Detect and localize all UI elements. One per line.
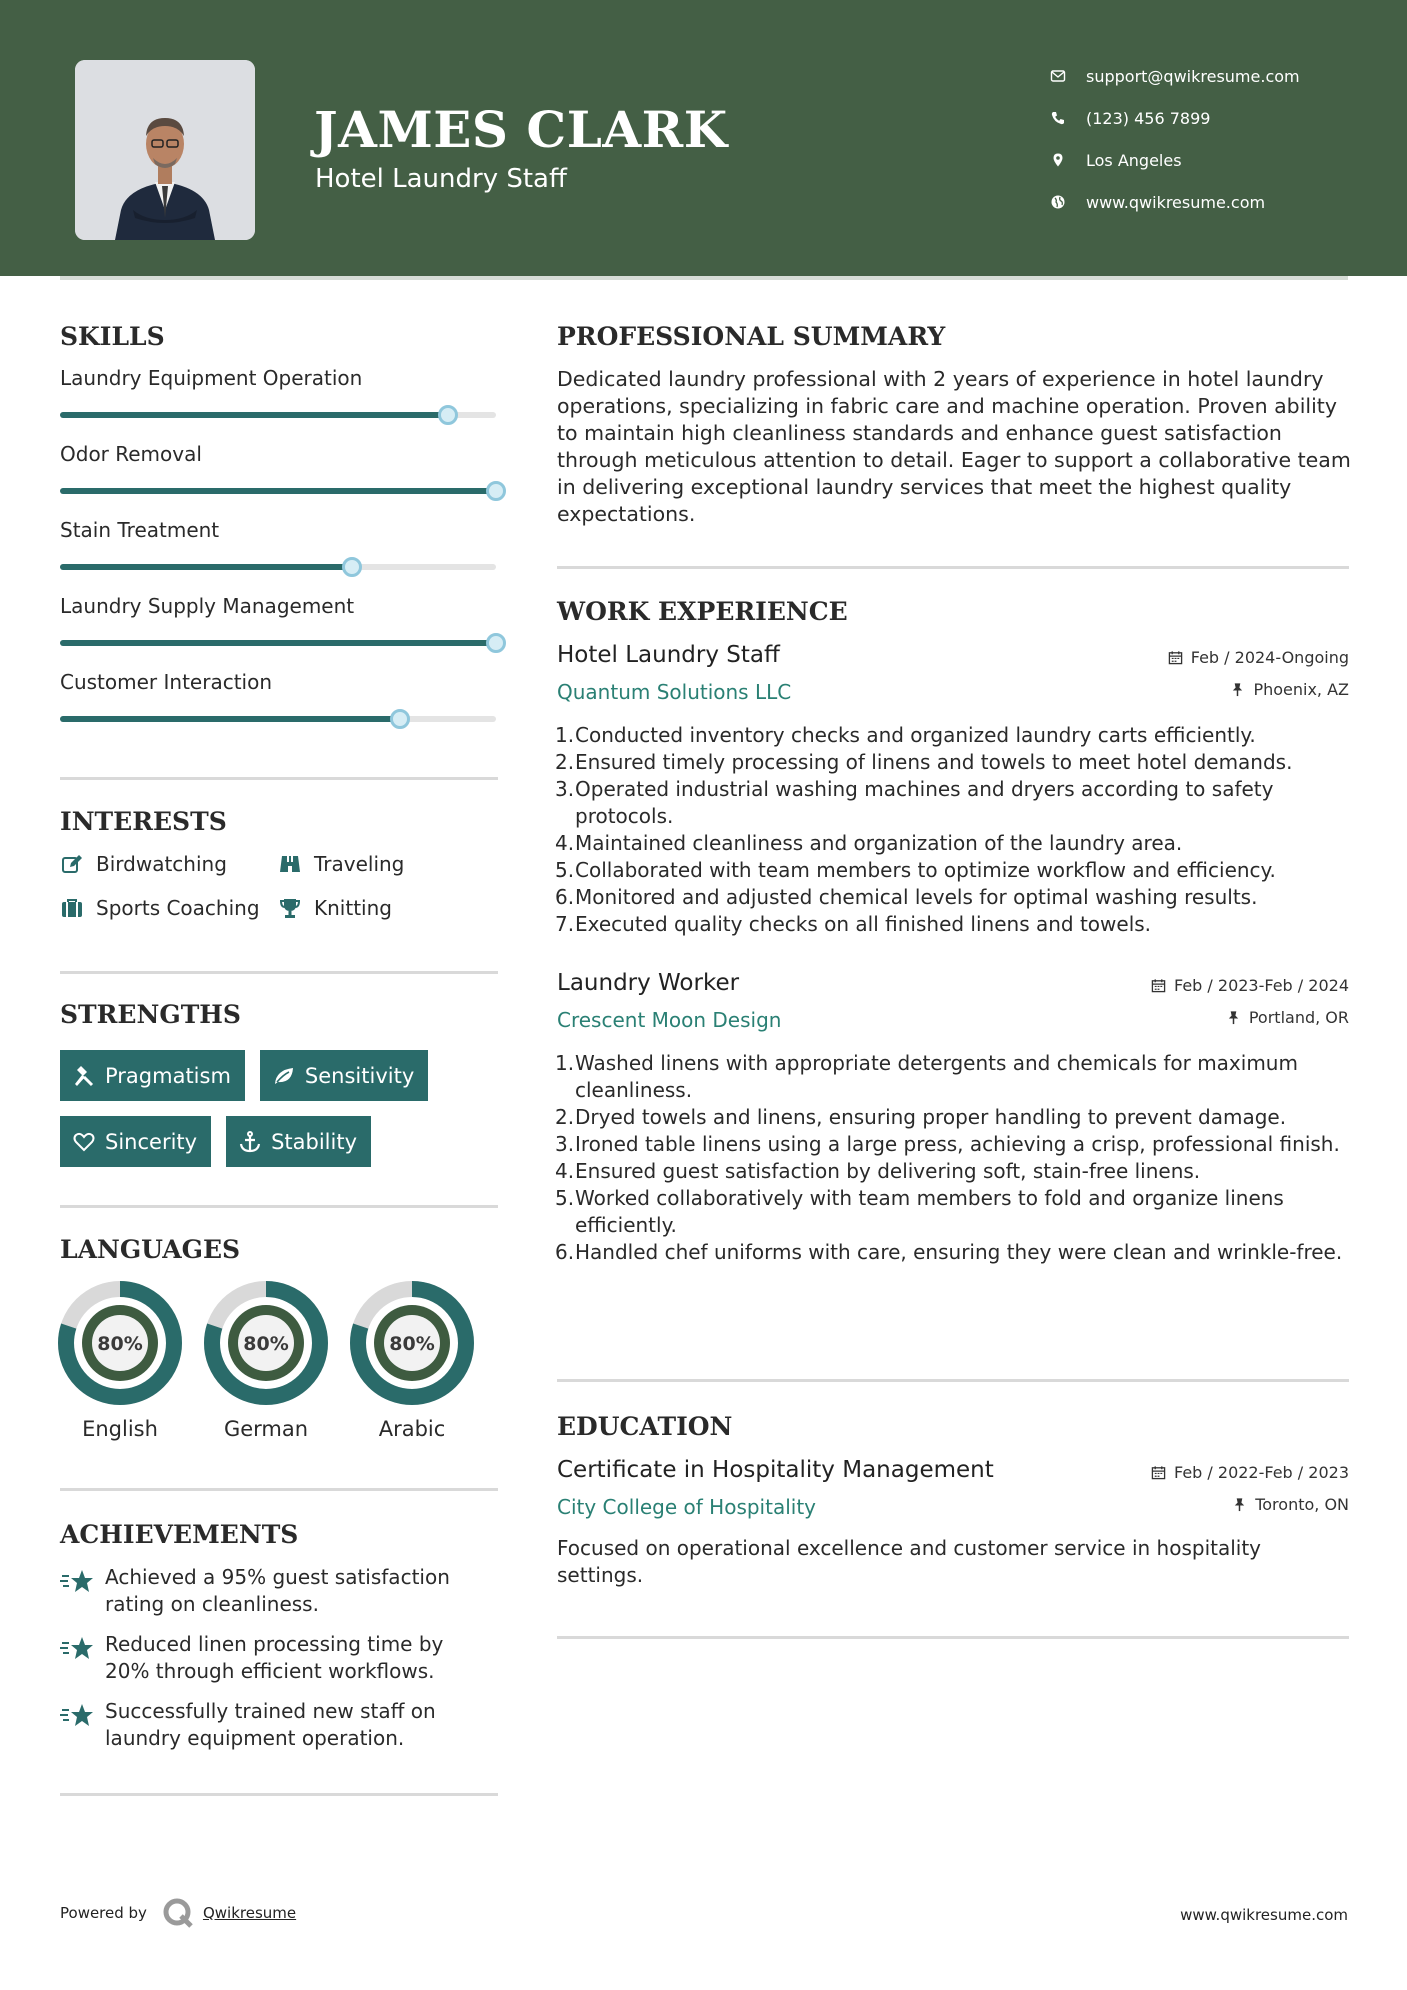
interest-item: [60, 896, 278, 920]
skill-bar-fill: [60, 564, 352, 570]
job-company: Crescent Moon Design: [557, 1008, 782, 1032]
job-duty: 2. Ensured timely processing of linens and towels to meet hotel demands.: [555, 750, 1293, 774]
footer-url[interactable]: www.qwikresume.com: [1180, 1906, 1348, 1924]
strength-label: Stability: [271, 1129, 358, 1154]
skill-item: [60, 594, 498, 670]
language-item: [204, 1281, 350, 1441]
calendar-icon: [1151, 1465, 1166, 1480]
skills-list: [60, 366, 498, 746]
leaf-icon: [272, 1064, 305, 1088]
strength-badge: [60, 1050, 245, 1101]
pushpin-icon: [1232, 1497, 1247, 1512]
resume-header: [0, 0, 1407, 276]
contact-website[interactable]: [1050, 181, 1360, 223]
skill-bar-knob: [486, 633, 506, 653]
interests-list: [60, 852, 500, 920]
interest-label: Traveling: [314, 852, 405, 876]
star-icon: [60, 1564, 105, 1618]
phone-icon: [1050, 110, 1086, 126]
job-date: [1168, 648, 1349, 667]
skill-bar: [60, 412, 496, 418]
language-donut: [204, 1281, 328, 1405]
language-item: [58, 1281, 204, 1441]
skill-bar: [60, 564, 496, 570]
contact-location: [1050, 139, 1360, 181]
interest-label: Birdwatching: [96, 852, 227, 876]
skill-bar-knob: [486, 481, 506, 501]
skill-bar-knob: [438, 405, 458, 425]
language-donut: [58, 1281, 182, 1405]
section-divider: [557, 1636, 1349, 1639]
job-duties-list: [557, 722, 1349, 938]
interest-item: [60, 852, 278, 876]
trophy-icon: [278, 896, 314, 920]
job-location: [1226, 1008, 1349, 1027]
skills-heading: SKILLS: [60, 322, 165, 351]
achievement-item: [60, 1631, 480, 1685]
contact-email[interactable]: [1050, 55, 1360, 97]
job-duty: 3. Operated industrial washing machines and dryers according to safety protocols.: [555, 777, 1274, 828]
job-duties-list: [557, 1050, 1349, 1266]
powered-by-text: Powered by: [60, 1904, 147, 1922]
section-divider: [60, 777, 498, 780]
skill-bar: [60, 488, 496, 494]
education-title: Certificate in Hospitality Management: [557, 1457, 994, 1483]
binoculars-icon: [278, 852, 314, 876]
interest-label: Knitting: [314, 896, 392, 920]
skill-name: Laundry Supply Management: [60, 594, 355, 618]
skill-bar-fill: [60, 488, 496, 494]
job-duty: 7. Executed quality checks on all finished linens and towels.: [555, 912, 1152, 936]
gavel-icon: [72, 1064, 105, 1088]
skill-bar-fill: [60, 412, 448, 418]
person-portrait-icon: [75, 60, 255, 240]
section-divider: [557, 1379, 1349, 1382]
contact-phone[interactable]: [1050, 97, 1360, 139]
anchor-icon: [238, 1130, 271, 1154]
education-school: City College of Hospitality: [557, 1495, 817, 1519]
contact-list: [1050, 55, 1360, 223]
strengths-heading: STRENGTHS: [60, 1000, 241, 1029]
job-duty: 5. Collaborated with team members to optimize workflow and efficiency.: [555, 858, 1276, 882]
skill-name: Odor Removal: [60, 442, 202, 466]
skill-name: Laundry Equipment Operation: [60, 366, 363, 390]
achievements-heading: ACHIEVEMENTS: [60, 1520, 299, 1549]
job-entry: [557, 970, 1349, 1266]
language-donut: [350, 1281, 474, 1405]
job-date-text: Feb / 2023-Feb / 2024: [1174, 976, 1349, 995]
skill-name: Stain Treatment: [60, 518, 220, 542]
job-title: Hotel Laundry Staff: [557, 642, 780, 668]
summary-text: Dedicated laundry professional with 2 years of experience in hotel laundry operations, specializing in fabric care and machine operation. Proven ability to maintain high cleanliness standards and enhance guest satisfaction through meticulous attention to detail. Eager to support a collaborative team in delivering exceptional laundry services that meet the highest quality expectations.: [557, 367, 1351, 526]
job-location-text: Phoenix, AZ: [1253, 680, 1349, 699]
briefcase-icon: [60, 896, 96, 920]
strength-label: Sincerity: [105, 1129, 198, 1154]
language-name: German: [223, 1417, 309, 1441]
contact-website-text: www.qwikresume.com: [1086, 192, 1266, 212]
language-name: Arabic: [378, 1417, 446, 1441]
contact-email-text: support@qwikresume.com: [1086, 66, 1300, 86]
interest-label: Sports Coaching: [96, 896, 260, 920]
qwikresume-logo-icon: [161, 1896, 195, 1930]
skill-bar: [60, 640, 496, 646]
heart-icon: [72, 1130, 105, 1154]
brand-link[interactable]: Qwikresume: [202, 1904, 297, 1922]
education-date: [1151, 1463, 1349, 1482]
language-percent: 80%: [243, 1333, 289, 1355]
job-duty: 4. Maintained cleanliness and organization of the laundry area.: [555, 831, 1183, 855]
header-divider: [60, 276, 1348, 280]
job-location: [1230, 680, 1349, 699]
contact-location-text: Los Angeles: [1086, 150, 1182, 170]
skill-bar: [60, 716, 496, 722]
achievement-text: Achieved a 95% guest satisfaction rating on cleanliness.: [105, 1565, 450, 1616]
skill-name: Customer Interaction: [60, 670, 273, 694]
languages-list: [58, 1281, 496, 1441]
section-divider: [60, 1793, 498, 1796]
edit-icon: [60, 852, 96, 876]
skill-bar-fill: [60, 716, 400, 722]
skill-bar-knob: [390, 709, 410, 729]
section-divider: [557, 566, 1349, 569]
job-duty: 6. Handled chef uniforms with care, ensuring they were clean and wrinkle-free.: [555, 1240, 1343, 1264]
summary-heading: PROFESSIONAL SUMMARY: [557, 322, 946, 351]
interest-item: [278, 852, 478, 876]
skill-bar-fill: [60, 640, 496, 646]
strength-label: Pragmatism: [105, 1063, 231, 1088]
skill-item: [60, 442, 498, 518]
section-divider: [60, 1488, 498, 1491]
job-duty: 5. Worked collaboratively with team members to fold and organize linens efficiently.: [555, 1186, 1284, 1237]
experience-heading: WORK EXPERIENCE: [557, 597, 848, 626]
achievement-text: Successfully trained new staff on laundry equipment operation.: [105, 1699, 436, 1750]
job-company: Quantum Solutions LLC: [557, 680, 792, 704]
pushpin-icon: [1226, 1010, 1241, 1025]
strength-badge: [60, 1116, 211, 1167]
education-date-text: Feb / 2022-Feb / 2023: [1174, 1463, 1349, 1482]
mail-icon: [1050, 68, 1086, 84]
section-divider: [60, 971, 498, 974]
job-date: [1151, 976, 1349, 995]
globe-icon: [1050, 194, 1086, 210]
star-icon: [60, 1631, 105, 1685]
calendar-icon: [1168, 650, 1183, 665]
strength-badge: [226, 1116, 371, 1167]
section-divider: [60, 1205, 498, 1208]
job-duty: 4. Ensured guest satisfaction by delivering soft, stain-free linens.: [555, 1159, 1201, 1183]
language-name: English: [82, 1417, 158, 1441]
achievements-list: [60, 1564, 480, 1765]
skill-bar-knob: [342, 557, 362, 577]
skill-item: [60, 670, 498, 746]
candidate-name: JAMES CLARK: [314, 100, 728, 159]
language-percent: 80%: [389, 1333, 435, 1355]
calendar-icon: [1151, 978, 1166, 993]
achievement-item: [60, 1564, 480, 1618]
job-date-text: Feb / 2024-Ongoing: [1190, 648, 1349, 667]
language-item: [350, 1281, 496, 1441]
job-duty: 6. Monitored and adjusted chemical levels for optimal washing results.: [555, 885, 1258, 909]
education-location: [1232, 1495, 1349, 1514]
strength-badge: [260, 1050, 428, 1101]
job-duty: 2. Dryed towels and linens, ensuring proper handling to prevent damage.: [555, 1105, 1287, 1129]
education-entry: [557, 1457, 1349, 1589]
profile-photo: [75, 60, 255, 240]
pushpin-icon: [1230, 682, 1245, 697]
job-duty: 1. Washed linens with appropriate detergents and chemicals for maximum cleanliness.: [555, 1051, 1298, 1102]
job-location-text: Portland, OR: [1248, 1008, 1349, 1027]
location-pin-icon: [1050, 152, 1086, 168]
achievement-item: [60, 1698, 480, 1752]
language-percent: 80%: [97, 1333, 143, 1355]
languages-heading: LANGUAGES: [60, 1235, 241, 1264]
job-duty: 3. Ironed table linens using a large press, achieving a crisp, professional finish.: [555, 1132, 1340, 1156]
interest-item: [278, 896, 478, 920]
skill-item: [60, 518, 498, 594]
job-title: Laundry Worker: [557, 970, 740, 996]
education-heading: EDUCATION: [557, 1412, 733, 1441]
candidate-title: Hotel Laundry Staff: [315, 164, 567, 194]
education-description: Focused on operational excellence and customer service in hospitality settings.: [557, 1536, 1262, 1587]
interests-heading: INTERESTS: [60, 807, 227, 836]
star-icon: [60, 1698, 105, 1752]
achievement-text: Reduced linen processing time by 20% through efficient workflows.: [105, 1632, 444, 1683]
skill-item: [60, 366, 498, 442]
strengths-list: [60, 1050, 500, 1182]
contact-phone-text: (123) 456 7899: [1086, 108, 1211, 128]
strength-label: Sensitivity: [304, 1063, 415, 1088]
education-location-text: Toronto, ON: [1255, 1495, 1349, 1514]
job-duty: 1. Conducted inventory checks and organized laundry carts efficiently.: [555, 723, 1256, 747]
footer-powered-by: [60, 1896, 296, 1930]
job-entry: [557, 642, 1349, 938]
